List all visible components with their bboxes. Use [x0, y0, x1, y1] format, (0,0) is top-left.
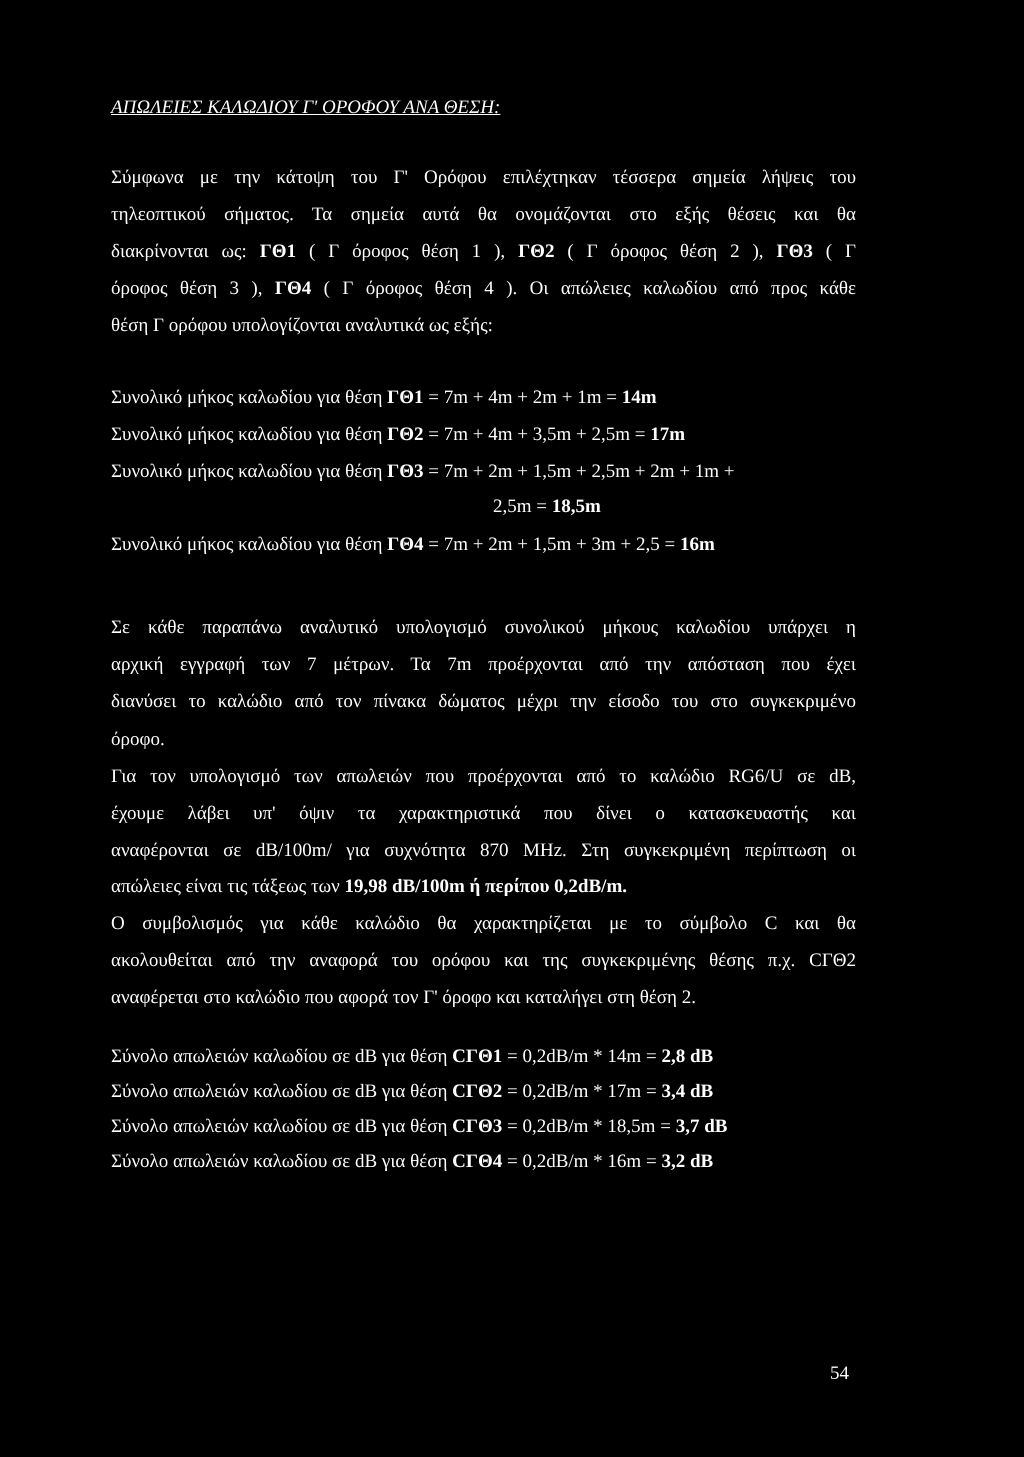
para2-line-1: Σε κάθε παραπάνω αναλυτικό υπολογισμό συνολικού μήκους καλωδίου υπάρχει η [111, 617, 856, 638]
para4-line-2: ακολουθείται από την αναφορά του ορόφου και της συγκεκριμένης θέσης π.χ. CΓΘ2 [111, 950, 856, 971]
length-row-4: Συνολικό μήκος καλωδίου για θέση ΓΘ4 = 7m + 2m + 1,5m + 3m + 2,5 = 16m [111, 534, 715, 555]
length-row-1: Συνολικό μήκος καλωδίου για θέση ΓΘ1 = 7m + 4m + 2m + 1m = 14m [111, 387, 657, 408]
length-row-3-continuation: 2,5m = 18,5m [493, 496, 601, 517]
para3-line-4: απώλειες είναι τις τάξεως των 19,98 dB/100m ή περίπου 0,2dB/m. [111, 876, 628, 897]
section-heading: ΑΠΩΛΕΙΕΣ ΚΑΛΩΔΙΟΥ Γ' ΟΡΟΦΟΥ ΑΝΑ ΘΕΣΗ: [111, 97, 501, 118]
loss-row-3: Σύνολο απωλειών καλωδίου σε dB για θέση CΓΘ3 = 0,2dB/m * 18,5m = 3,7 dB [111, 1116, 728, 1137]
intro-line-1: Σύμφωνα με την κάτοψη του Γ' Ορόφου επιλέχτηκαν τέσσερα σημεία λήψεις του [111, 167, 856, 188]
para2-line-3: διανύσει το καλώδιο από τον πίνακα δώματος μέχρι την είσοδο του στο συγκεκριμένο [111, 691, 856, 712]
position-code: ΓΘ2 [518, 241, 555, 262]
intro-line-3: διακρίνονται ως: ΓΘ1 ( Γ όροφος θέση 1 ), ΓΘ2 ( Γ όροφος θέση 2 ), ΓΘ3 ( Γ [111, 241, 856, 262]
page-number: 54 [830, 1363, 849, 1384]
position-code: ΓΘ4 [274, 278, 312, 299]
intro-line-4: όροφος θέση 3 ), ΓΘ4 ( Γ όροφος θέση 4 ). Οι απώλειες καλωδίου από προς κάθε [111, 278, 856, 299]
para3-line-1: Για τον υπολογισμό των απωλειών που προέρχονται από το καλώδιο RG6/U σε dB, [111, 766, 856, 787]
length-row-3: Συνολικό μήκος καλωδίου για θέση ΓΘ3 = 7m + 2m + 1,5m + 2,5m + 2m + 1m + [111, 461, 735, 482]
position-code: ΓΘ3 [776, 241, 813, 262]
para4-line-1: Ο συμβολισμός για κάθε καλώδιο θα χαρακτηρίζεται με το σύμβολο C και θα [111, 913, 856, 934]
para4-line-3: αναφέρεται στο καλώδιο που αφορά τον Γ' όροφο και καταλήγει στη θέση 2. [111, 987, 696, 1008]
loss-row-2: Σύνολο απωλειών καλωδίου σε dB για θέση CΓΘ2 = 0,2dB/m * 17m = 3,4 dB [111, 1081, 714, 1102]
length-row-2: Συνολικό μήκος καλωδίου για θέση ΓΘ2 = 7m + 4m + 3,5m + 2,5m = 17m [111, 424, 686, 445]
loss-row-4: Σύνολο απωλειών καλωδίου σε dB για θέση CΓΘ4 = 0,2dB/m * 16m = 3,2 dB [111, 1151, 714, 1172]
para3-line-2: έχουμε λάβει υπ' όψιν τα χαρακτηριστικά που δίνει ο κατασκευαστής και [111, 803, 856, 824]
para2-line-4: όροφο. [111, 729, 165, 750]
intro-line-2: τηλεοπτικού σήματος. Τα σημεία αυτά θα ονομάζονται στο εξής θέσεις και θα [111, 204, 856, 225]
intro-line-5: θέση Γ ορόφου υπολογίζονται αναλυτικά ως εξής: [111, 315, 493, 336]
para3-line-3: αναφέρονται σε dB/100m/ για συχνότητα 870 MHz. Στη συγκεκριμένη περίπτωση οι [111, 840, 856, 861]
position-code: ΓΘ1 [259, 241, 297, 262]
loss-row-1: Σύνολο απωλειών καλωδίου σε dB για θέση CΓΘ1 = 0,2dB/m * 14m = 2,8 dB [111, 1046, 714, 1067]
para2-line-2: αρχική εγγραφή των 7 μέτρων. Τα 7m προέρχονται από την απόσταση που έχει [111, 654, 856, 675]
